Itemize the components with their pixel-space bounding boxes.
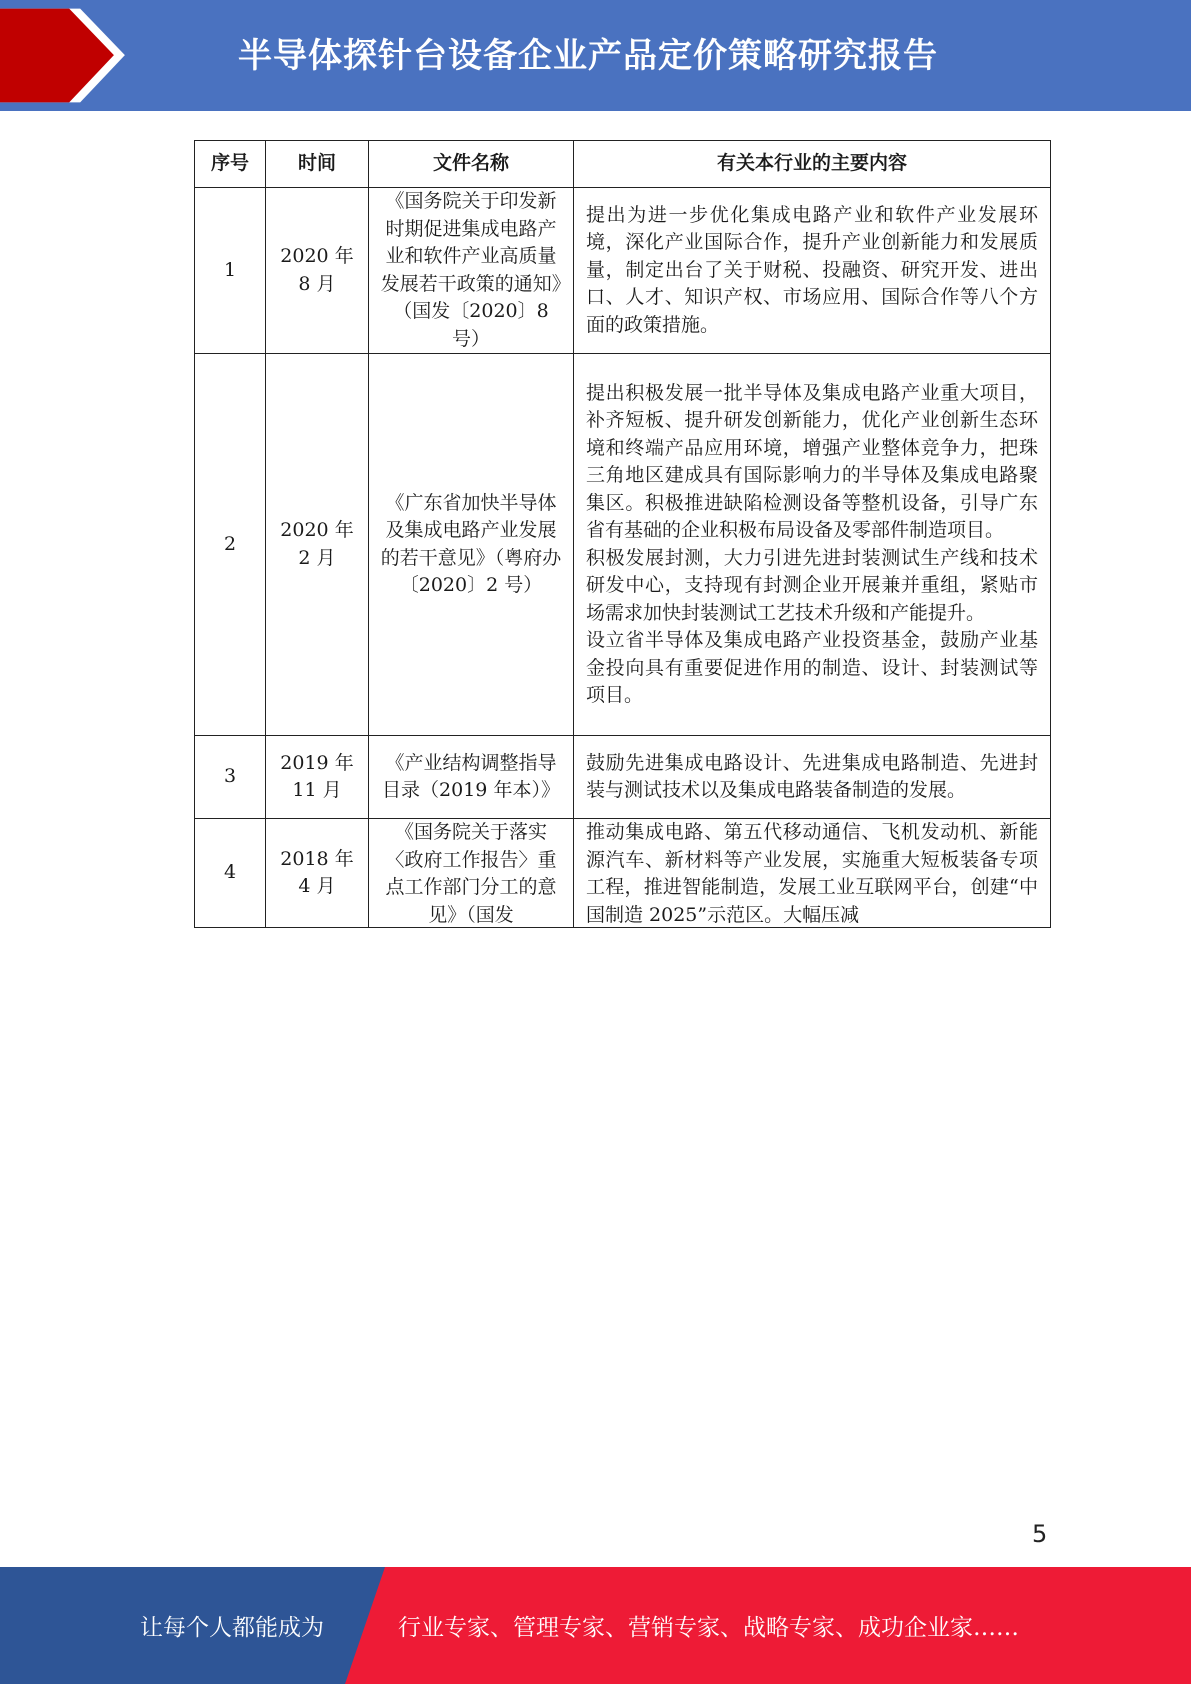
row-doc-name — [369, 819, 574, 928]
row-year: 2020 年 — [280, 519, 354, 541]
doc-text: 《国务院关于落实〈政府工作报告〉重点工作部门分工的意见》（国发 — [385, 821, 557, 926]
content-paragraph: 提出积极发展一批半导体及集成电路产业重大项目，补齐短板、提升研发创新能力，优化产业创新生态环境和终端产品应用环境，增强产业整体竞争力，把珠三角地区建成具有国际影响力的半导体及集成电路聚集区。积极推进缺陷检测设备等整机设备，引导广东省有基础的企业积极布局设备及零部件制造项目。 — [586, 381, 1038, 541]
row-number: 4 — [195, 819, 266, 928]
row-content — [574, 188, 1051, 354]
row-date — [266, 354, 369, 736]
content-clip — [586, 819, 1038, 927]
header-time: 时间 — [266, 141, 369, 188]
row-month: 11 月 — [292, 779, 342, 801]
content-paragraph: 积极发展封测，大力引进先进封装测试生产线和技术研发中心，支持现有封测企业开展兼并重组，紧贴市场需求加快封装测试工艺技术升级和产能提升。 — [586, 546, 1038, 624]
header-banner — [0, 0, 1191, 111]
table-row — [195, 819, 1051, 928]
row-year: 2020 年 — [280, 245, 354, 267]
row-year: 2019 年 — [280, 751, 354, 774]
row-doc-name: 《国务院关于印发新时期促进集成电路产业和软件产业高质量发展若干政策的通知》（国发〔2020〕8 号） — [369, 188, 574, 354]
header-content: 有关本行业的主要内容 — [574, 141, 1051, 188]
row-number: 2 — [195, 354, 266, 736]
row-year: 2018 年 — [280, 847, 354, 870]
footer-slogan-right: 行业专家、管理专家、营销专家、战略专家、成功企业家…… — [398, 1615, 1019, 1641]
footer-banner — [0, 1567, 1191, 1684]
row-content — [574, 736, 1051, 819]
row-number: 1 — [195, 188, 266, 354]
row-doc-name: 《产业结构调整指导目录（2019 年本）》 — [369, 736, 574, 819]
page-number: 5 — [1032, 1520, 1048, 1548]
content-paragraph: 推动集成电路、第五代移动通信、飞机发动机、新能源汽车、新材料等产业发展，实施重大短板装备专项工程，推进智能制造，发展工业互联网平台，创建“中国制造 2025”示范区。大幅压减 — [586, 821, 1038, 926]
row-doc-name: 《广东省加快半导体及集成电路产业发展的若干意见》（粤府办〔2020〕2 号） — [369, 354, 574, 736]
table-row — [195, 188, 1051, 354]
report-title: 半导体探针台设备企业产品定价策略研究报告 — [238, 36, 938, 76]
row-month: 2 月 — [298, 546, 336, 569]
header-arrow-icon — [0, 0, 135, 111]
header-no: 序号 — [195, 141, 266, 188]
footer-slogan-left: 让每个人都能成为 — [140, 1615, 324, 1641]
doc-clip — [379, 819, 563, 927]
row-date — [266, 736, 369, 819]
row-content — [574, 819, 1051, 928]
row-number: 3 — [195, 736, 266, 819]
table-row — [195, 736, 1051, 819]
row-date — [266, 188, 369, 354]
row-month: 4 月 — [298, 875, 336, 897]
content-paragraph: 鼓励先进集成电路设计、先进集成电路制造、先进封装与测试技术以及集成电路装备制造的发展。 — [586, 751, 1038, 801]
row-month: 8 月 — [298, 272, 336, 295]
policy-table — [194, 140, 1051, 928]
row-content — [574, 354, 1051, 736]
row-date — [266, 819, 369, 928]
content-paragraph: 提出为进一步优化集成电路产业和软件产业发展环境，深化产业国际合作，提升产业创新能力和发展质量，制定出台了关于财税、投融资、研究开发、进出口、人才、知识产权、市场应用、国际合作等八个方面的政策措施。 — [586, 203, 1038, 336]
header-doc-name: 文件名称 — [369, 141, 574, 188]
content-paragraph: 设立省半导体及集成电路产业投资基金，鼓励产业基金投向具有重要促进作用的制造、设计、封装测试等项目。 — [586, 629, 1038, 706]
table-row — [195, 354, 1051, 736]
table-header-row — [195, 141, 1051, 188]
